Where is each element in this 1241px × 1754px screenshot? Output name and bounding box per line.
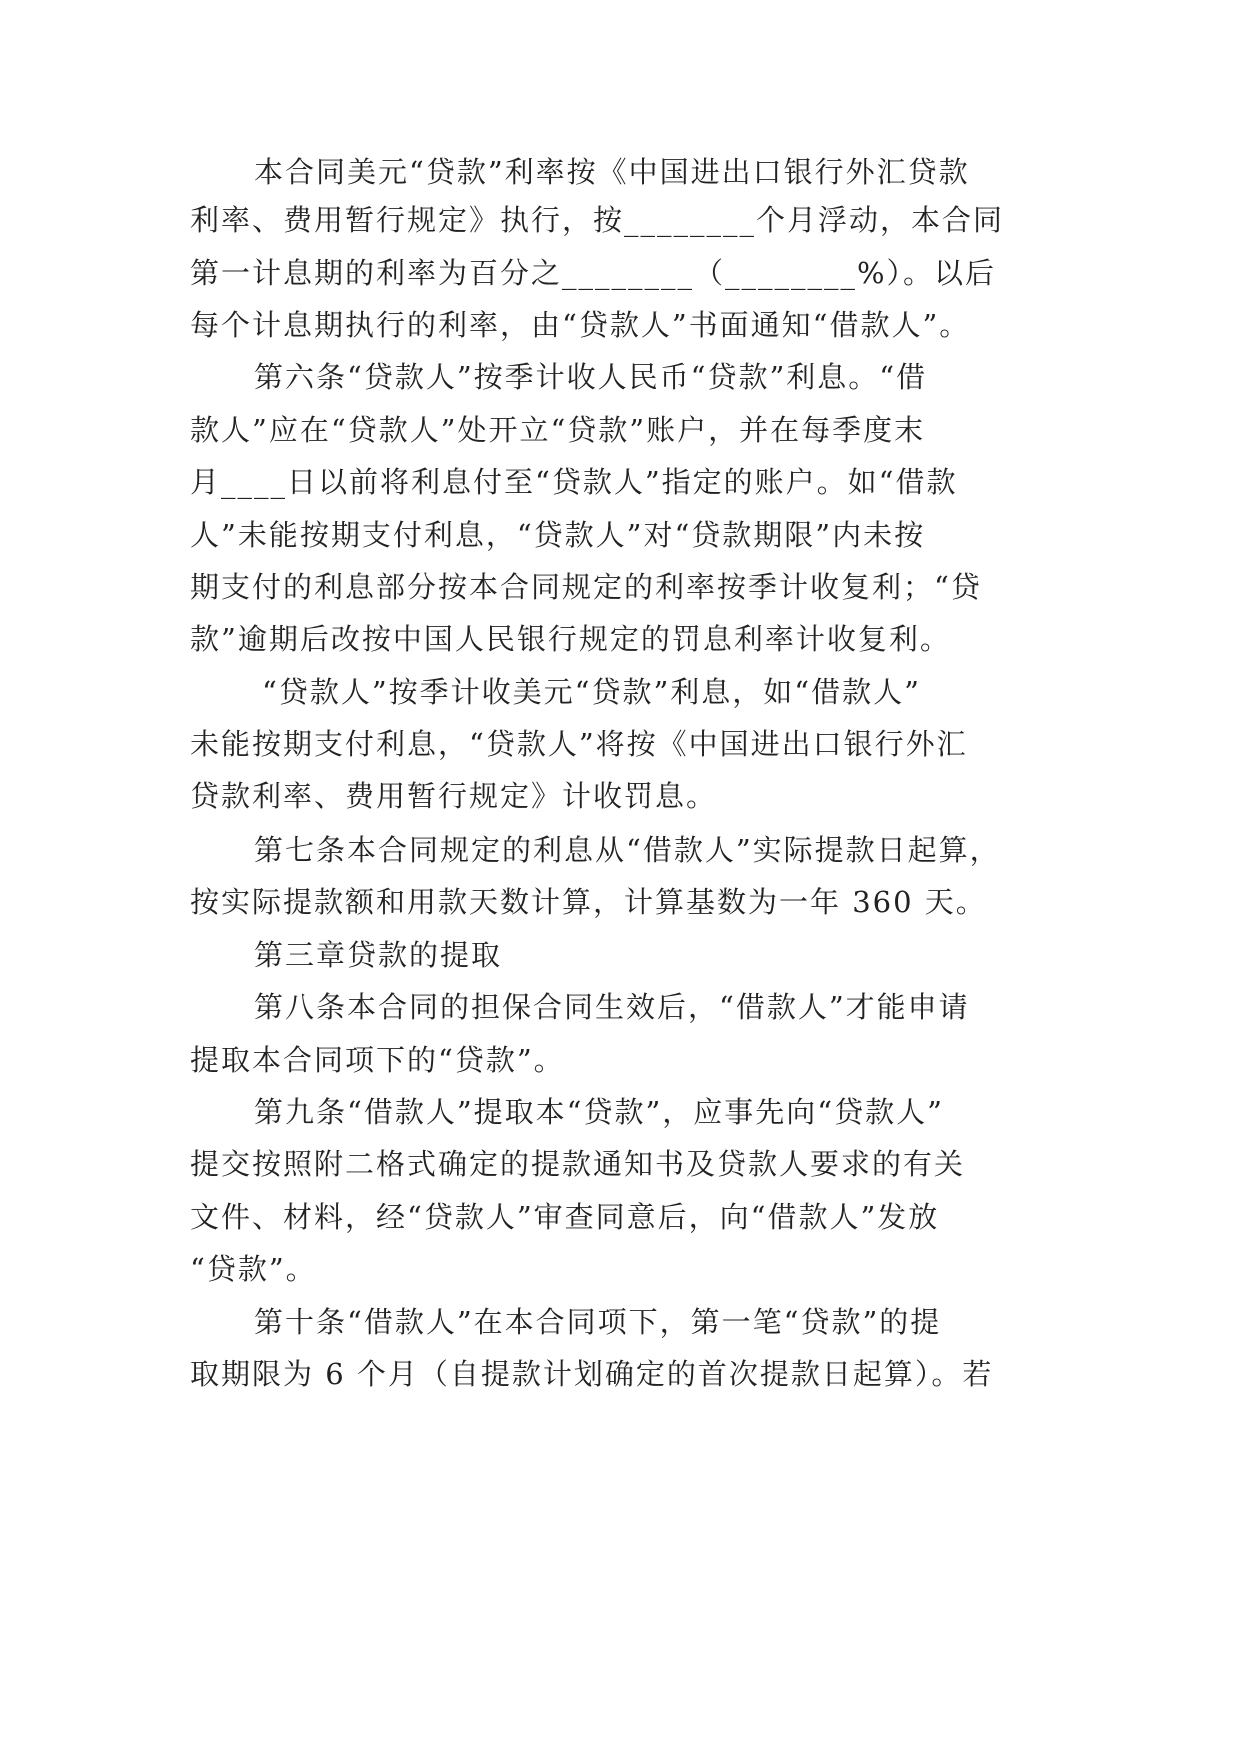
text-line: 提取本合同项下的“贷款”。 — [190, 1043, 565, 1077]
text-line: “贷款人”按季计收美元“贷款”利息，如“借款人” — [262, 675, 921, 709]
text-line: 款”逾期后改按中国人民银行规定的罚息利率计收复利。 — [190, 622, 951, 656]
section-heading: 第三章贷款的提取 — [254, 938, 503, 972]
text-line: 文件、材料，经“贷款人”审查同意后，向“借款人”发放 — [190, 1200, 940, 1234]
text-line: “贷款”。 — [190, 1252, 317, 1286]
text-line: 利率、费用暂行规定》执行，按________个月浮动，本合同 — [190, 203, 1005, 237]
text-line: 期支付的利息部分按本合同规定的利率按季计收复利；“贷 — [190, 570, 982, 604]
text-line: 第七条本合同规定的利息从“借款人”实际提款日起算， — [254, 833, 1001, 867]
text-line: 每个计息期执行的利率，由“贷款人”书面通知“借款人”。 — [190, 308, 971, 342]
text-line: 未能按期支付利息，“贷款人”将按《中国进出口银行外汇 — [190, 727, 968, 761]
text-line: 月____日以前将利息付至“贷款人”指定的账户。如“借款 — [190, 465, 958, 499]
text-line: 第六条“贷款人”按季计收人民币“贷款”利息。“借 — [254, 360, 928, 394]
text-line: 第八条本合同的担保合同生效后，“借款人”才能申请 — [254, 990, 970, 1024]
text-line: 本合同美元“贷款”利率按《中国进出口银行外汇贷款 — [254, 155, 970, 189]
text-line: 取期限为 6 个月（自提款计划确定的首次提款日起算）。若 — [190, 1357, 994, 1391]
text-line: 款人”应在“贷款人”处开立“贷款”账户，并在每季度末 — [190, 413, 926, 447]
text-line: 按实际提款额和用款天数计算，计算基数为一年 360 天。 — [190, 885, 987, 919]
text-line: 第一计息期的利率为百分之________（________%）。以后 — [190, 256, 997, 290]
text-line: 人”未能按期支付利息，“贷款人”对“贷款期限”内未按 — [190, 518, 926, 552]
text-line: 第十条“借款人”在本合同项下，第一笔“贷款”的提 — [254, 1305, 942, 1339]
text-line: 贷款利率、费用暂行规定》计收罚息。 — [190, 779, 718, 813]
text-line: 第九条“借款人”提取本“贷款”，应事先向“贷款人” — [254, 1095, 944, 1129]
text-line: 提交按照附二格式确定的提款通知书及贷款人要求的有关 — [190, 1147, 966, 1181]
